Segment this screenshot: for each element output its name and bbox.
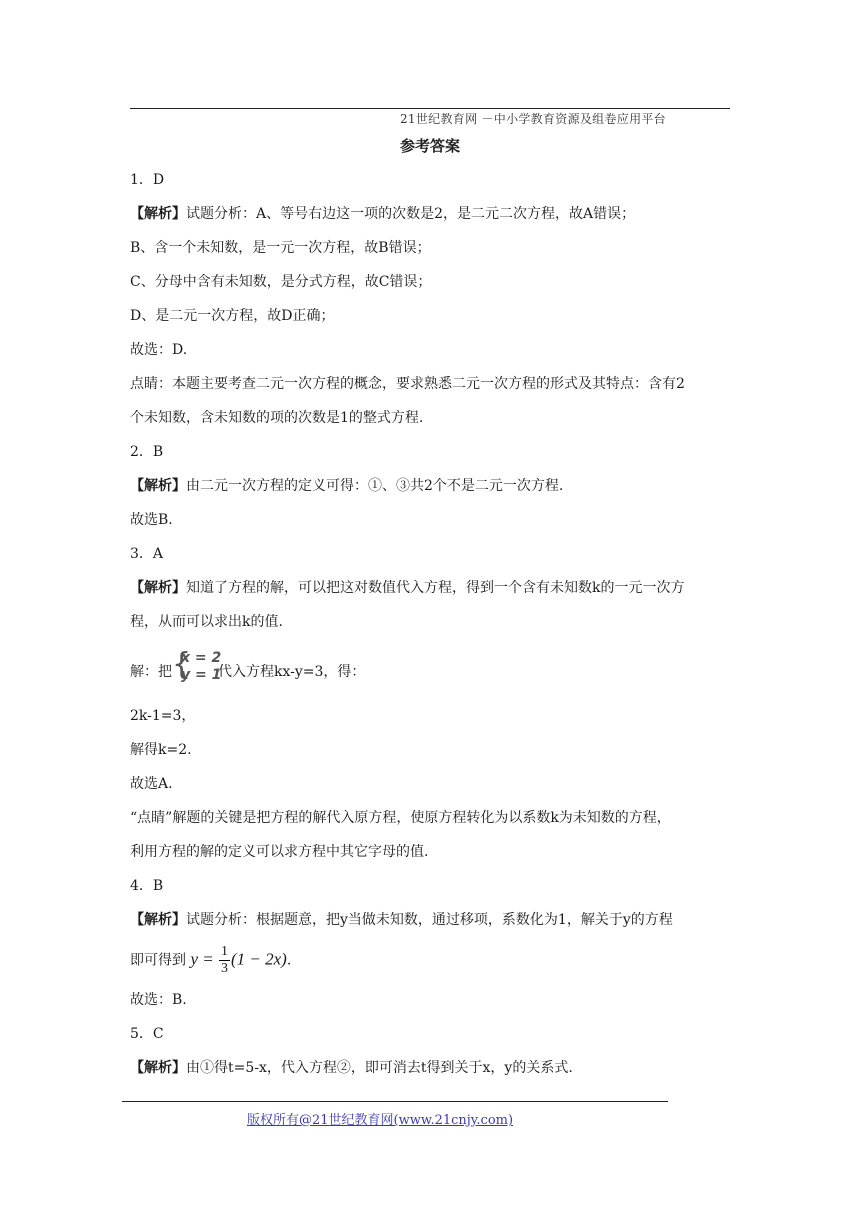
q3-choose: 故选A. <box>130 776 173 792</box>
formula <box>190 944 286 977</box>
q1-option-b: B、含一个未知数，是一元一次方程，故B错误； <box>130 240 431 256</box>
q3-answer: 3．A <box>130 546 164 562</box>
q5-analysis-text: 由①得t=5-x，代入方程②，即可消去t得到关于x，y的关系式. <box>186 1060 573 1076</box>
brace-glyph: { <box>172 647 192 682</box>
q3-analysis-1 <box>130 578 684 598</box>
q1-answer: 1．D <box>130 172 165 188</box>
q3-step-1: 2k-1=3， <box>130 708 196 724</box>
q3-step-2: 解得k=2. <box>130 742 192 758</box>
formula-lhs: y = <box>190 949 214 969</box>
q3-sol-suffix: 代入方程kx-y=3，得： <box>218 664 366 680</box>
q3-comment-2: 利用方程的解的定义可以求方程中其它字母的值. <box>130 844 429 860</box>
system-line-2: y = 1 <box>181 667 222 683</box>
q4-result-prefix: 即可得到 <box>130 952 186 969</box>
q1-analysis-text: 试题分析：A、等号右边这一项的次数是2，是二元二次方程，故A错误； <box>186 206 636 222</box>
system-line-1: x = 2 <box>181 650 222 666</box>
q3-sol-prefix: 解：把 <box>130 664 172 680</box>
fraction-numerator: 1 <box>220 944 228 959</box>
fraction-denominator: 3 <box>220 961 228 976</box>
q1-comment-2: 个未知数，含未知数的项的次数是1的整式方程. <box>130 410 424 426</box>
q2-analysis-text: 由二元一次方程的定义可得：①、③共2个不是二元一次方程. <box>186 478 564 494</box>
equation-system <box>172 647 222 686</box>
page-title: 参考答案 <box>399 137 460 155</box>
jiexi-label: 【解析】 <box>130 478 186 494</box>
q1-option-d: D、是二元一次方程，故D正确； <box>130 308 335 324</box>
q4-analysis <box>130 910 673 930</box>
q2-analysis <box>130 476 563 496</box>
q2-answer: 2．B <box>130 444 164 460</box>
q3-comment-1: “点睛”解题的关键是把方程的解代入原方程，使原方程转化为以系数k为未知数的方程， <box>130 810 671 826</box>
jiexi-label: 【解析】 <box>130 912 186 928</box>
copyright-link[interactable]: 版权所有@21世纪教育网(www.21cnjy.com) <box>247 1113 514 1128</box>
q4-result-suffix: . <box>286 952 292 969</box>
q4-result <box>130 944 291 977</box>
q1-option-c: C、分母中含有未知数，是分式方程，故C错误； <box>130 274 432 290</box>
jiexi-label: 【解析】 <box>130 1060 186 1076</box>
header-text: 21世纪教育网 －中小学教育资源及组卷应用平台 <box>400 112 666 126</box>
q3-analysis-text: 知道了方程的解，可以把这对数值代入方程，得到一个含有未知数k的一元一次方 <box>186 580 685 596</box>
q3-analysis-2: 程，从而可以求出k的值. <box>130 614 283 630</box>
formula-rhs: (1 − 2x) <box>230 949 287 969</box>
q1-choose: 故选：D. <box>130 342 188 358</box>
fraction <box>219 944 230 977</box>
q1-analysis <box>130 204 635 224</box>
header-rule <box>130 108 730 109</box>
footer-rule <box>122 1101 668 1102</box>
q4-choose: 故选：B. <box>130 992 187 1008</box>
q3-solution <box>130 647 366 686</box>
q5-analysis <box>130 1058 573 1078</box>
q5-answer: 5．C <box>130 1026 164 1042</box>
jiexi-label: 【解析】 <box>130 580 186 596</box>
q1-comment-1: 点睛：本题主要考查二元一次方程的概念，要求熟悉二元一次方程的形式及其特点：含有2 <box>130 376 685 392</box>
jiexi-label: 【解析】 <box>130 206 186 222</box>
q4-answer: 4．B <box>130 878 164 894</box>
q4-analysis-text: 试题分析：根据题意，把y当做未知数，通过移项，系数化为1，解关于y的方程 <box>186 912 673 928</box>
q2-choose: 故选B. <box>130 512 173 528</box>
